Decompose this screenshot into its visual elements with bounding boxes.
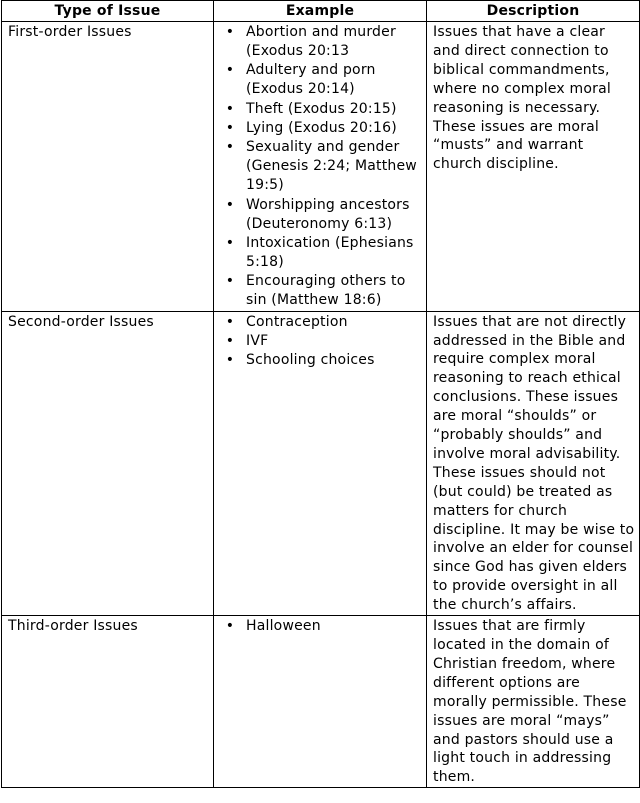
list-item bbox=[220, 138, 422, 195]
example-text: Adultery and porn (Exodus 20:14) bbox=[246, 62, 376, 98]
bullet-icon: • bbox=[225, 333, 235, 349]
issue-type-cell: Second-order Issues bbox=[2, 311, 214, 616]
example-text: Theft (Exodus 20:15) bbox=[246, 100, 397, 117]
list-item bbox=[220, 351, 422, 370]
description-cell: Issues that are not directly addressed in the Bible and require complex moral reasoning to reach ethical conclusions. These issues are moral “shoulds” or “probably shoulds” and involve moral advisability. These issues should not (but could) be treated as matters for church discipline. It may be wise to involve an elder for counsel since God has given elders to provide oversight in all the church’s affairs. bbox=[427, 311, 640, 616]
list-item bbox=[220, 61, 422, 99]
description-cell: Issues that are firmly located in the domain of Christian freedom, where different options are morally permissible. These issues are moral “mays” and pastors should use a light touch in addressing them. bbox=[427, 616, 640, 788]
list-item bbox=[220, 313, 422, 332]
example-text: Lying (Exodus 20:16) bbox=[246, 120, 397, 137]
bullet-icon: • bbox=[225, 120, 235, 137]
bullet-icon: • bbox=[225, 618, 235, 635]
bullet-icon: • bbox=[225, 24, 235, 40]
examples-list bbox=[220, 313, 422, 371]
examples-list bbox=[220, 617, 422, 636]
list-item bbox=[220, 272, 422, 310]
issue-type-cell: Third-order Issues bbox=[2, 616, 214, 788]
table-row bbox=[2, 311, 640, 616]
example-text: Schooling choices bbox=[246, 352, 375, 369]
table-header-row bbox=[2, 1, 640, 22]
bullet-icon: • bbox=[225, 273, 235, 290]
examples-cell bbox=[214, 616, 427, 788]
table-body bbox=[2, 22, 640, 788]
example-text: Sexuality and gender (Genesis 2:24; Matthew 19:5) bbox=[246, 139, 417, 194]
example-text: Encouraging others to sin (Matthew 18:6) bbox=[246, 273, 406, 309]
moral-issues-table bbox=[1, 0, 640, 788]
bullet-icon: • bbox=[225, 313, 235, 330]
list-item bbox=[220, 196, 422, 234]
example-text: Contraception bbox=[246, 313, 348, 330]
list-item bbox=[220, 332, 422, 351]
description-cell: Issues that have a clear and direct connection to biblical commandments, where no complex moral reasoning is necessary. These issues are moral “musts” and warrant church discipline. bbox=[427, 22, 640, 312]
bullet-icon: • bbox=[225, 352, 235, 369]
bullet-icon: • bbox=[225, 139, 235, 156]
bullet-icon: • bbox=[225, 100, 235, 117]
header-description: Description bbox=[427, 1, 640, 22]
list-item bbox=[220, 100, 422, 119]
example-text: Intoxication (Ephesians 5:18) bbox=[246, 234, 414, 270]
list-item bbox=[220, 23, 422, 61]
examples-cell bbox=[214, 22, 427, 312]
example-text: IVF bbox=[246, 333, 269, 349]
example-text: Abortion and murder (Exodus 20:13 bbox=[246, 24, 396, 59]
header-example: Example bbox=[214, 1, 427, 22]
table-row bbox=[2, 616, 640, 788]
bullet-icon: • bbox=[225, 234, 235, 251]
bullet-icon: • bbox=[225, 196, 235, 213]
table-row bbox=[2, 22, 640, 312]
example-text: Halloween bbox=[246, 618, 321, 635]
example-text: Worshipping ancestors (Deuteronomy 6:13) bbox=[246, 196, 410, 232]
bullet-icon: • bbox=[225, 62, 235, 79]
list-item bbox=[220, 617, 422, 636]
list-item bbox=[220, 119, 422, 138]
examples-cell bbox=[214, 311, 427, 616]
list-item bbox=[220, 234, 422, 272]
header-type-of-issue: Type of Issue bbox=[2, 1, 214, 22]
issue-type-cell: First-order Issues bbox=[2, 22, 214, 312]
examples-list bbox=[220, 23, 422, 310]
